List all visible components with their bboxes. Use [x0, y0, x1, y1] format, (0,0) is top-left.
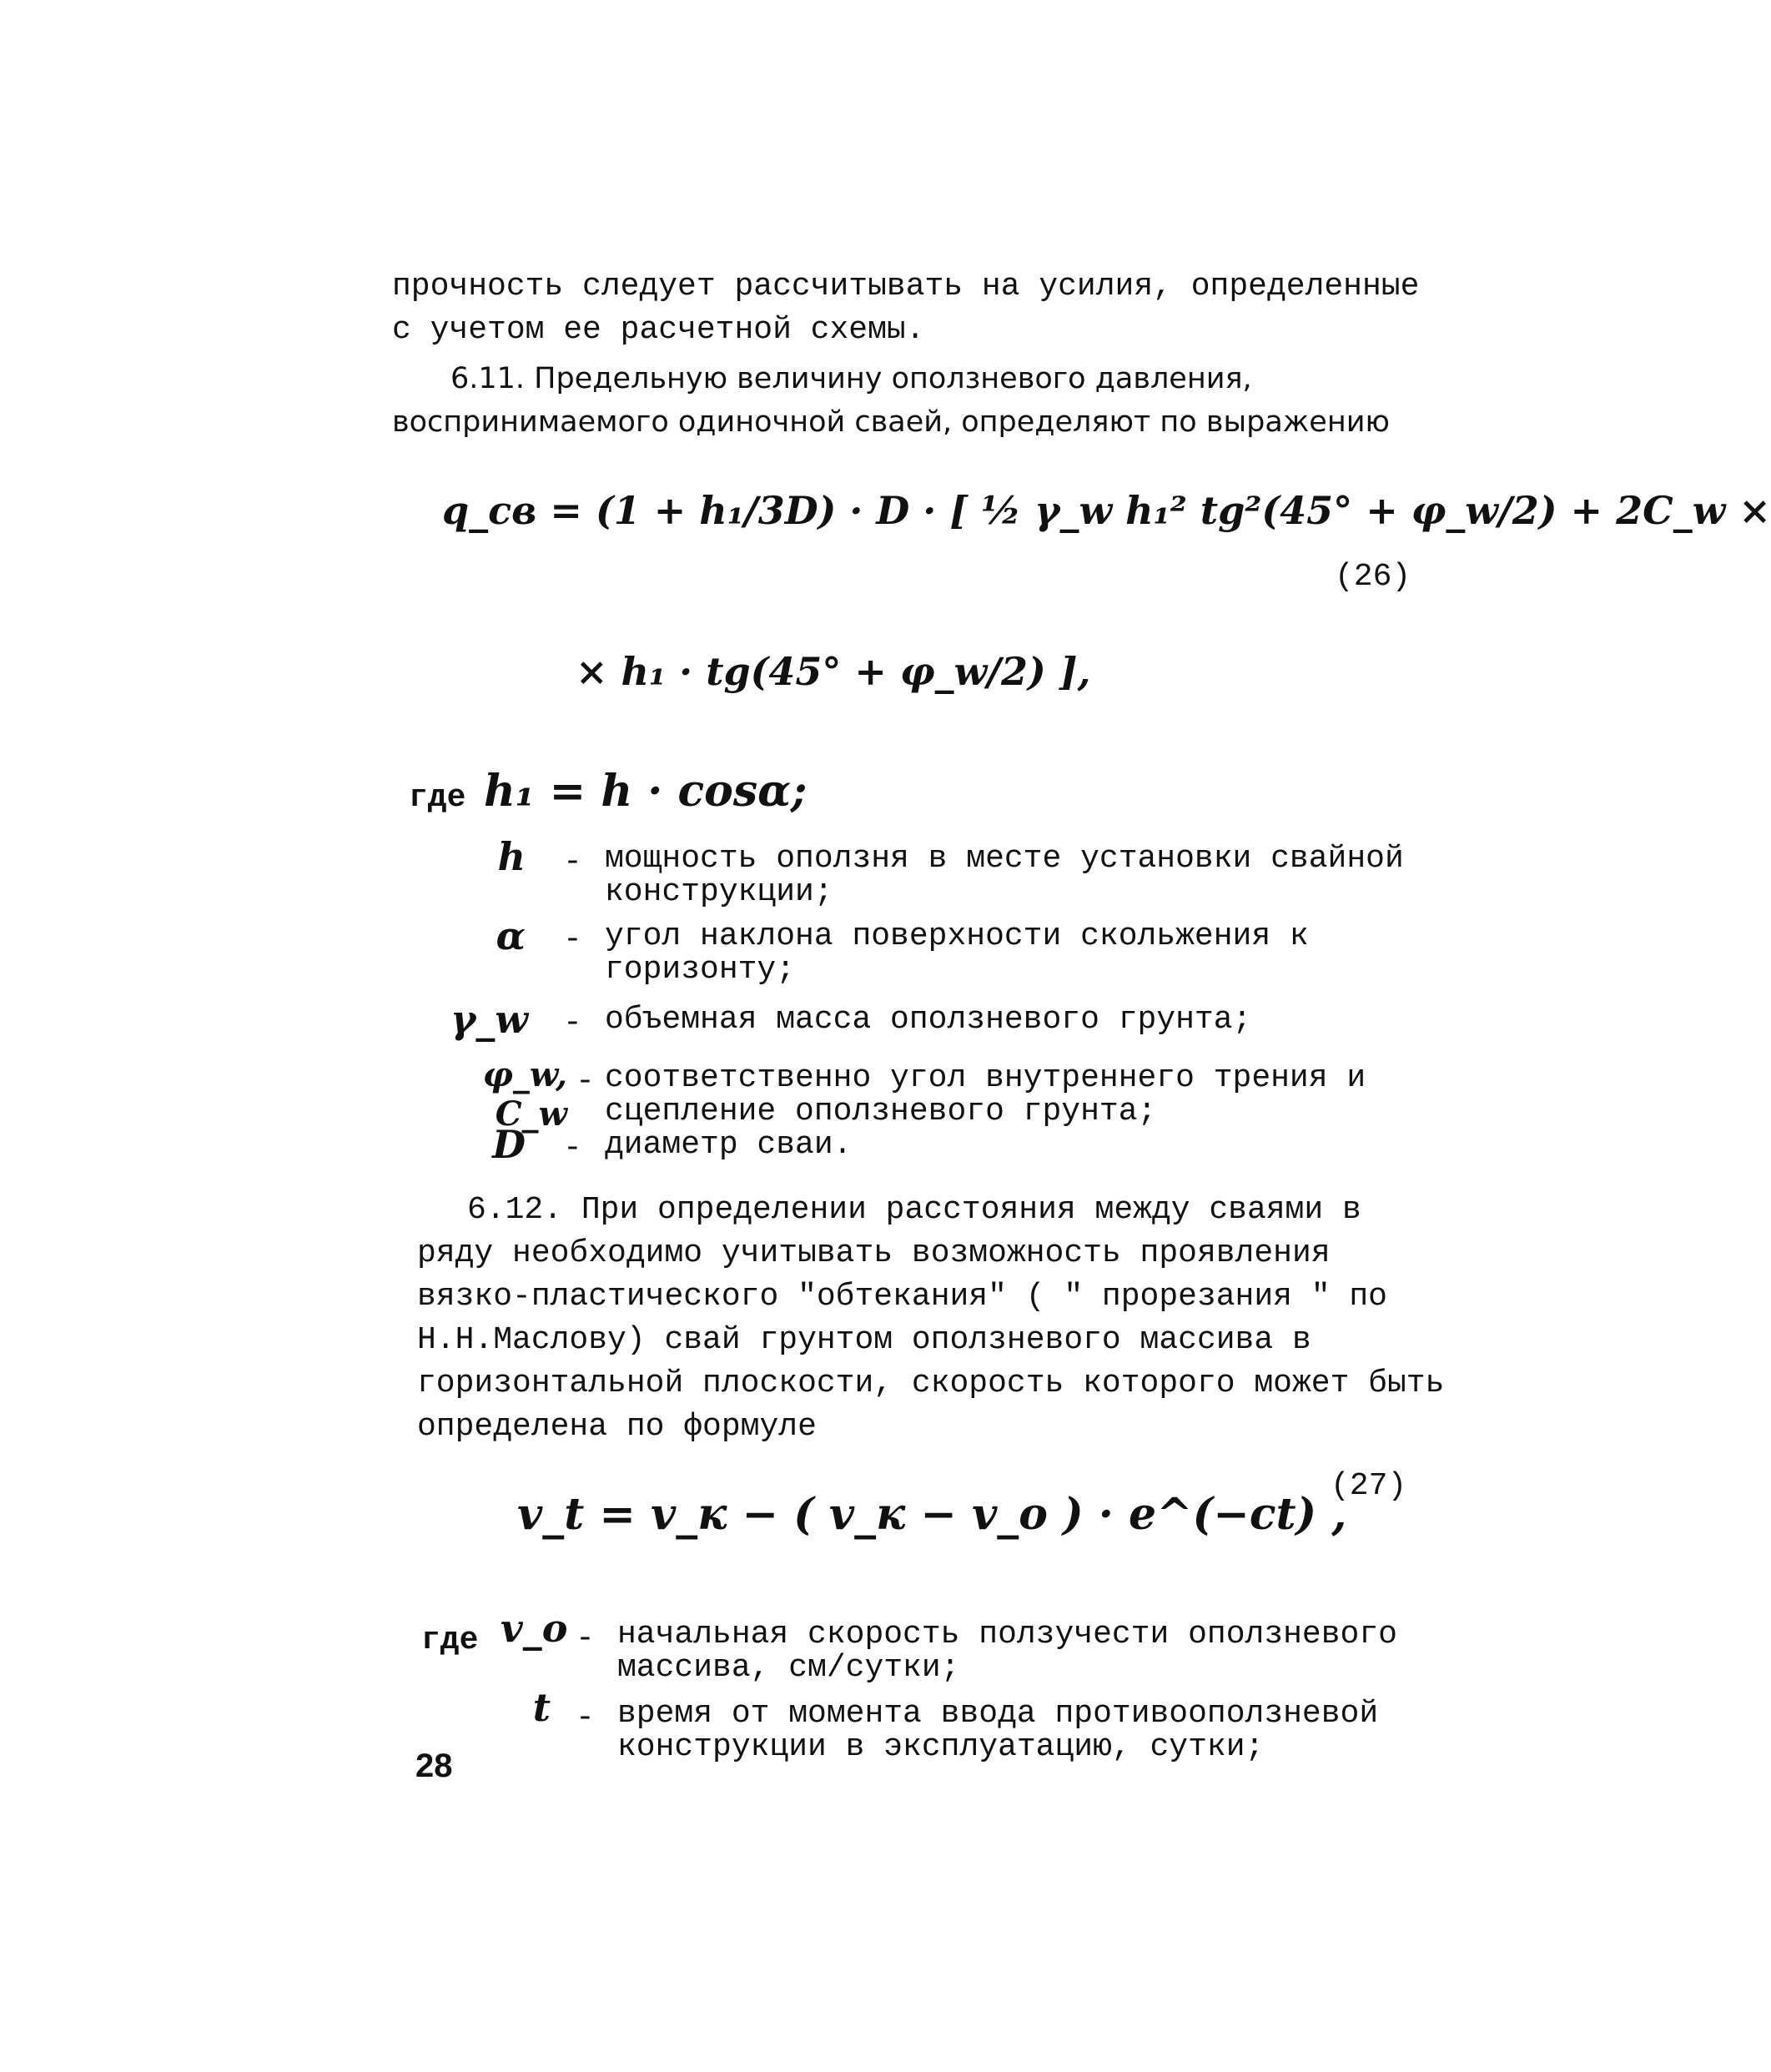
definition-t: время от момента ввода противооползневой конструкции в эксплуатацию, сутки; — [617, 1696, 1379, 1765]
intro-paragraph: прочность следует рассчитывать на усилия, определенные с учетом ее расчетной схемы. — [392, 269, 1420, 348]
definition-v0: начальная скорость ползучести оползневого массива, см/сутки; — [617, 1617, 1397, 1686]
where-label-2: где — [421, 1622, 479, 1658]
formula-26-line-1: q_cв = (1 + h₁/3D) · D · [ ½ γ_w h₁² tg²(45° + φ_w/2) + 2C_w × — [442, 488, 1771, 533]
symbol-t: t — [532, 1685, 551, 1730]
formula-26-line-2: × h₁ · tg(45° + φ_w/2) ], — [576, 649, 1091, 694]
symbol-v0: v_o — [501, 1606, 568, 1651]
formula-27: v_t = v_к − ( v_к − v_o ) · e^(−ct) , — [517, 1489, 1347, 1540]
dash: - — [576, 1700, 595, 1736]
dash: - — [576, 1064, 595, 1099]
dash: - — [576, 1621, 595, 1657]
section-6-11-paragraph: 6.11. Предельную величину оползневого давления, воспринимаемого одиночной сваей, определяют по выражению — [392, 362, 1390, 439]
formula-26-number: (26) — [1335, 559, 1411, 595]
definition-gamma-w: объемная масса оползневого грунта; — [605, 1002, 1252, 1038]
page-number: 28 — [415, 1748, 453, 1784]
formula-27-number: (27) — [1331, 1468, 1407, 1504]
dash: - — [563, 844, 582, 880]
where-label-1: где — [409, 780, 466, 816]
definition-alpha: угол наклона поверхности скольжения к горизонту; — [605, 918, 1309, 988]
symbol-h: h — [497, 834, 526, 879]
symbol-alpha: α — [496, 913, 526, 958]
definition-phi-c-w: соответственно угол внутреннего трения и сцепление оползневого грунта; — [605, 1060, 1366, 1129]
section-6-12-paragraph: 6.12. При определении расстояния между сваями в ряду необходимо учитывать возможность проявления вязко-пластического ″обтекания″ ( ″ прорезания ″ по Н.Н.Маслову) свай грунтом оползневого массива в горизонтальной плоскости, скорость которого может быть определена по формуле — [417, 1192, 1445, 1445]
definition-d: диаметр сваи. — [605, 1127, 853, 1163]
dash: - — [563, 1005, 582, 1041]
h1-definition: h₁ = h · cosα; — [484, 766, 808, 817]
dash: - — [563, 922, 582, 958]
definition-h: мощность оползня в месте установки свайной конструкции; — [605, 841, 1404, 910]
symbol-phi-c-w: φ_w, C_w — [482, 1055, 567, 1134]
symbol-d: D — [492, 1122, 526, 1167]
symbol-gamma-w: γ_w — [450, 997, 528, 1042]
dash: - — [563, 1130, 582, 1166]
